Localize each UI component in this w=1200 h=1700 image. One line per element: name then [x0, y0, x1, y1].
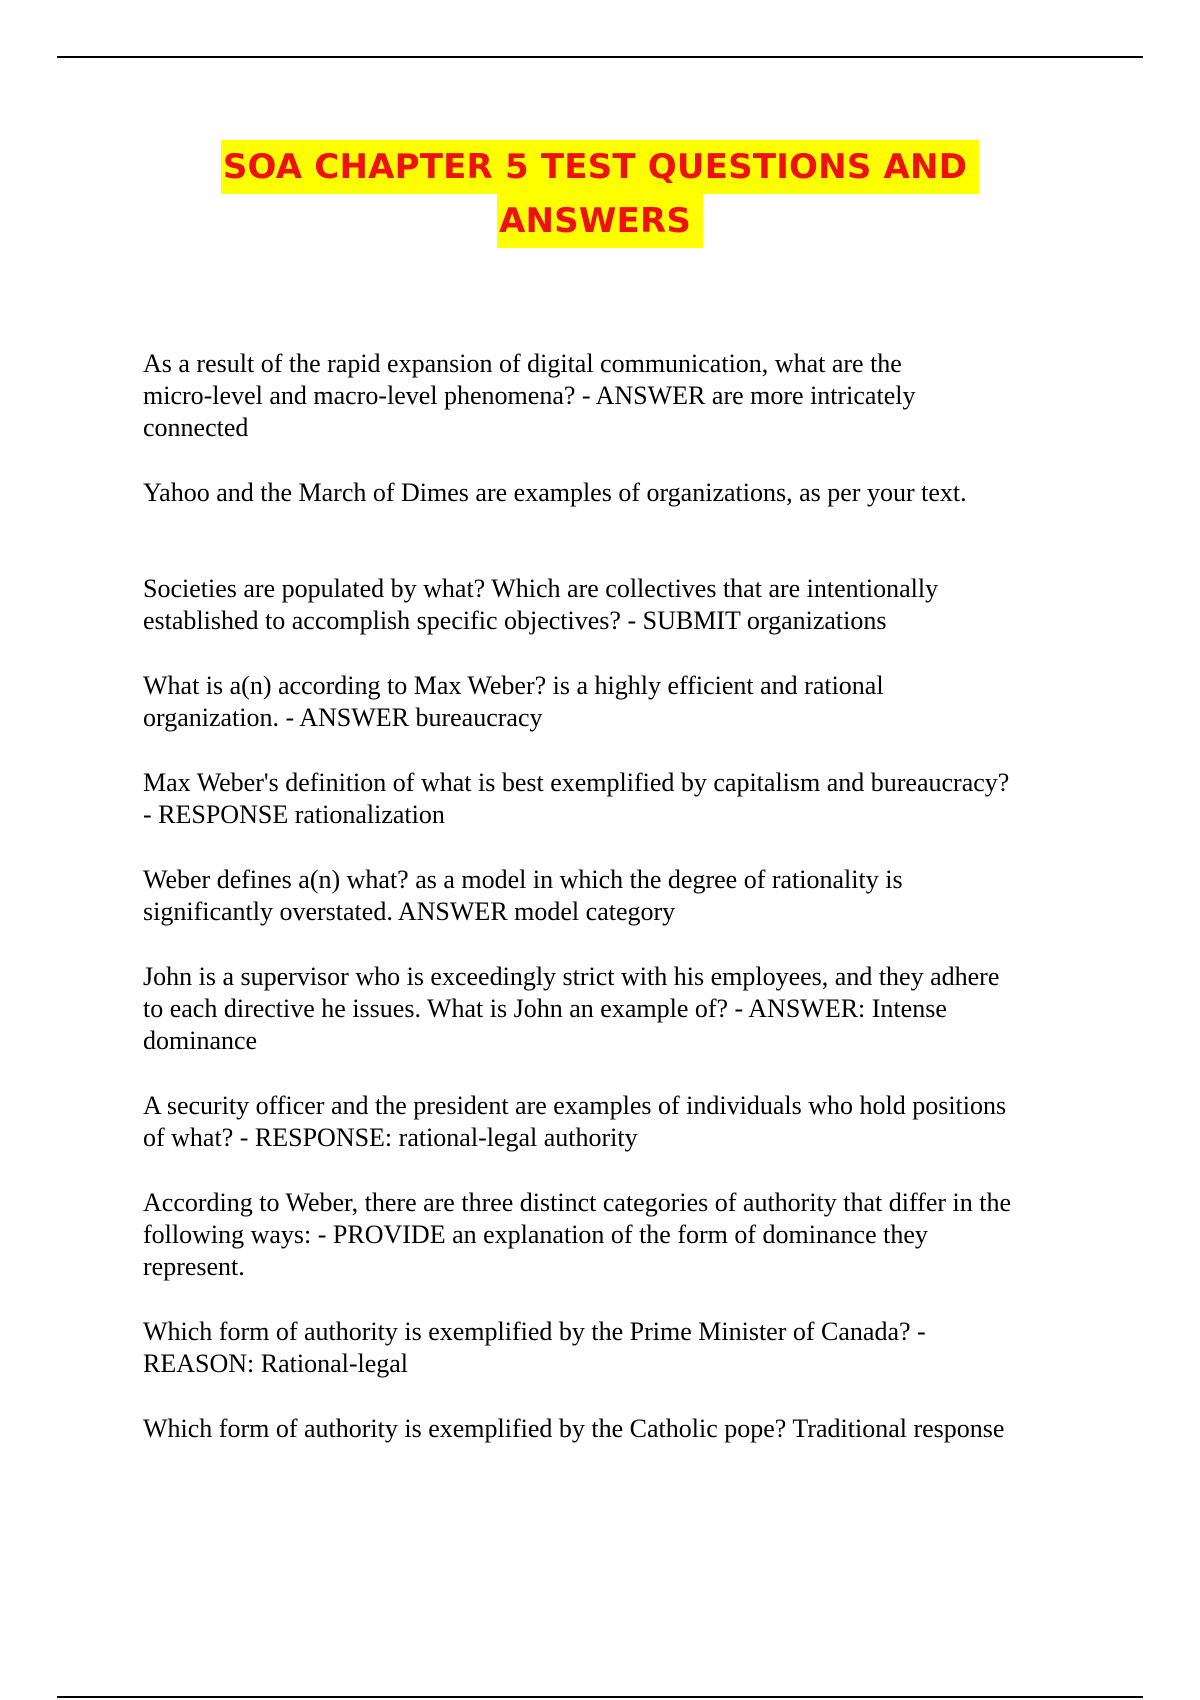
qa-item-8: A security officer and the president are examples of individuals who hold positions of what? - RESPONSE: rational-legal authority: [143, 1091, 1007, 1152]
qa-item-5: Max Weber's definition of what is best exemplified by capitalism and bureaucracy? - RESPONSE rationalization: [143, 768, 1010, 829]
qa-list: [143, 348, 1103, 1445]
qa-item-1: As a result of the rapid expansion of digital communication, what are the micro-level and macro-level phenomena? - ANSWER are more intricately connected: [143, 349, 916, 442]
qa-item-4: What is a(n) according to Max Weber? is a highly efficient and rational organization. - ANSWER bureaucracy: [143, 671, 884, 732]
qa-item-7: John is a supervisor who is exceedingly strict with his employees, and they adhere to each directive he issues. What is John an example of? - ANSWER: Intense dominance: [143, 962, 1000, 1055]
title-line-1: SOA CHAPTER 5 TEST QUESTIONS AND: [221, 140, 979, 194]
bottom-rule: [57, 1696, 1143, 1698]
document-title: [0, 140, 1200, 248]
qa-item-10: Which form of authority is exemplified by the Prime Minister of Canada? - REASON: Rational-legal: [143, 1317, 926, 1378]
qa-item-3: Societies are populated by what? Which are collectives that are intentionally established to accomplish specific objectives? - SUBMIT organizations: [143, 574, 939, 635]
qa-item-2: Yahoo and the March of Dimes are examples of organizations, as per your text.: [143, 478, 967, 507]
title-line-2: ANSWERS: [497, 194, 703, 248]
top-rule: [57, 56, 1143, 58]
qa-item-11: Which form of authority is exemplified by the Catholic pope? Traditional response: [143, 1414, 1005, 1443]
qa-item-9: According to Weber, there are three distinct categories of authority that differ in the following ways: - PROVIDE an explanation of the form of dominance they represent.: [143, 1188, 1012, 1281]
qa-item-6: Weber defines a(n) what? as a model in which the degree of rationality is significantly overstated. ANSWER model category: [143, 865, 903, 926]
